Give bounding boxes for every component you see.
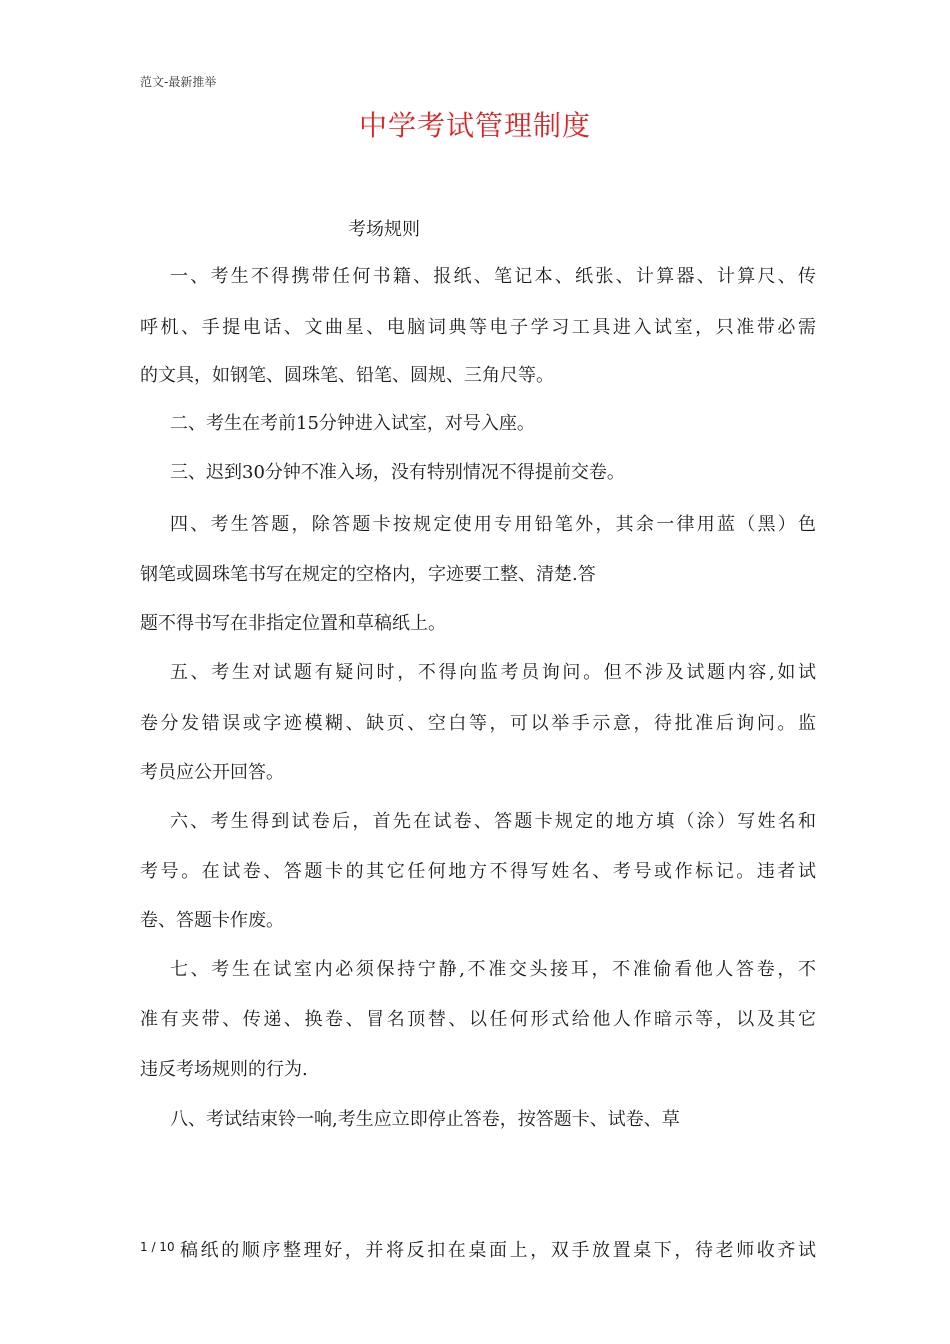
rule-line: 六、考生得到试卷后，首先在试卷、答题卡规定的地方填（涂）写姓名和: [170, 811, 816, 832]
rule-line: 一、考生不得携带任何书籍、报纸、笔记本、纸张、计算器、计算尺、传: [170, 266, 816, 287]
rule-line: 钢笔或圆珠笔书写在规定的空格内，字迹要工整、清楚.答: [140, 564, 596, 585]
rule-line: 四、考生答题，除答题卡按规定使用专用铅笔外，其余一律用蓝（黑）色: [170, 514, 816, 535]
rule-line: 考号。在试卷、答题卡的其它任何地方不得写姓名、考号或作标记。违者试: [140, 861, 816, 882]
rule-line: 题不得书写在非指定位置和草稿纸上。: [140, 613, 446, 634]
rule-line: 七、考生在试室内必须保持宁静,不准交头接耳，不准偷看他人答卷，不: [170, 959, 816, 980]
rule-line: 卷、答题卡作废。: [140, 910, 284, 931]
rule-line: 稿纸的顺序整理好，并将反扣在桌面上，双手放置桌下，待老师收齐试: [180, 1240, 816, 1261]
page-number: 1 / 10: [140, 1240, 175, 1254]
document-title: 中学考试管理制度: [358, 109, 591, 142]
rule-line: 违反考场规则的行为.: [140, 1059, 308, 1080]
rule-line: 考员应公开回答。: [140, 762, 284, 783]
rule-line: 二、考生在考前15分钟进入试室，对号入座。: [170, 413, 535, 434]
rule-line: 呼机、手提电话、文曲星、电脑词典等电子学习工具进入试室，只准带必需: [140, 317, 816, 338]
section-title: 考场规则: [348, 219, 420, 240]
rule-line: 的文具，如钢笔、圆珠笔、铅笔、圆规、三角尺等。: [140, 365, 554, 386]
rule-line: 准有夹带、传递、换卷、冒名顶替、以任何形式给他人作暗示等，以及其它: [140, 1009, 816, 1030]
rule-line: 八、考试结束铃一响,考生应立即停止答卷，按答题卡、试卷、草: [170, 1109, 680, 1130]
header-note: 范文-最新推举: [140, 75, 217, 89]
rule-line: 卷分发错误或字迹模糊、缺页、空白等，可以举手示意，待批准后询问。监: [140, 713, 816, 734]
rule-line: 三、迟到30分钟不准入场，没有特别情况不得提前交卷。: [170, 462, 625, 483]
rule-line: 五、考生对试题有疑问时，不得向监考员询问。但不涉及试题内容,如试: [170, 662, 816, 683]
